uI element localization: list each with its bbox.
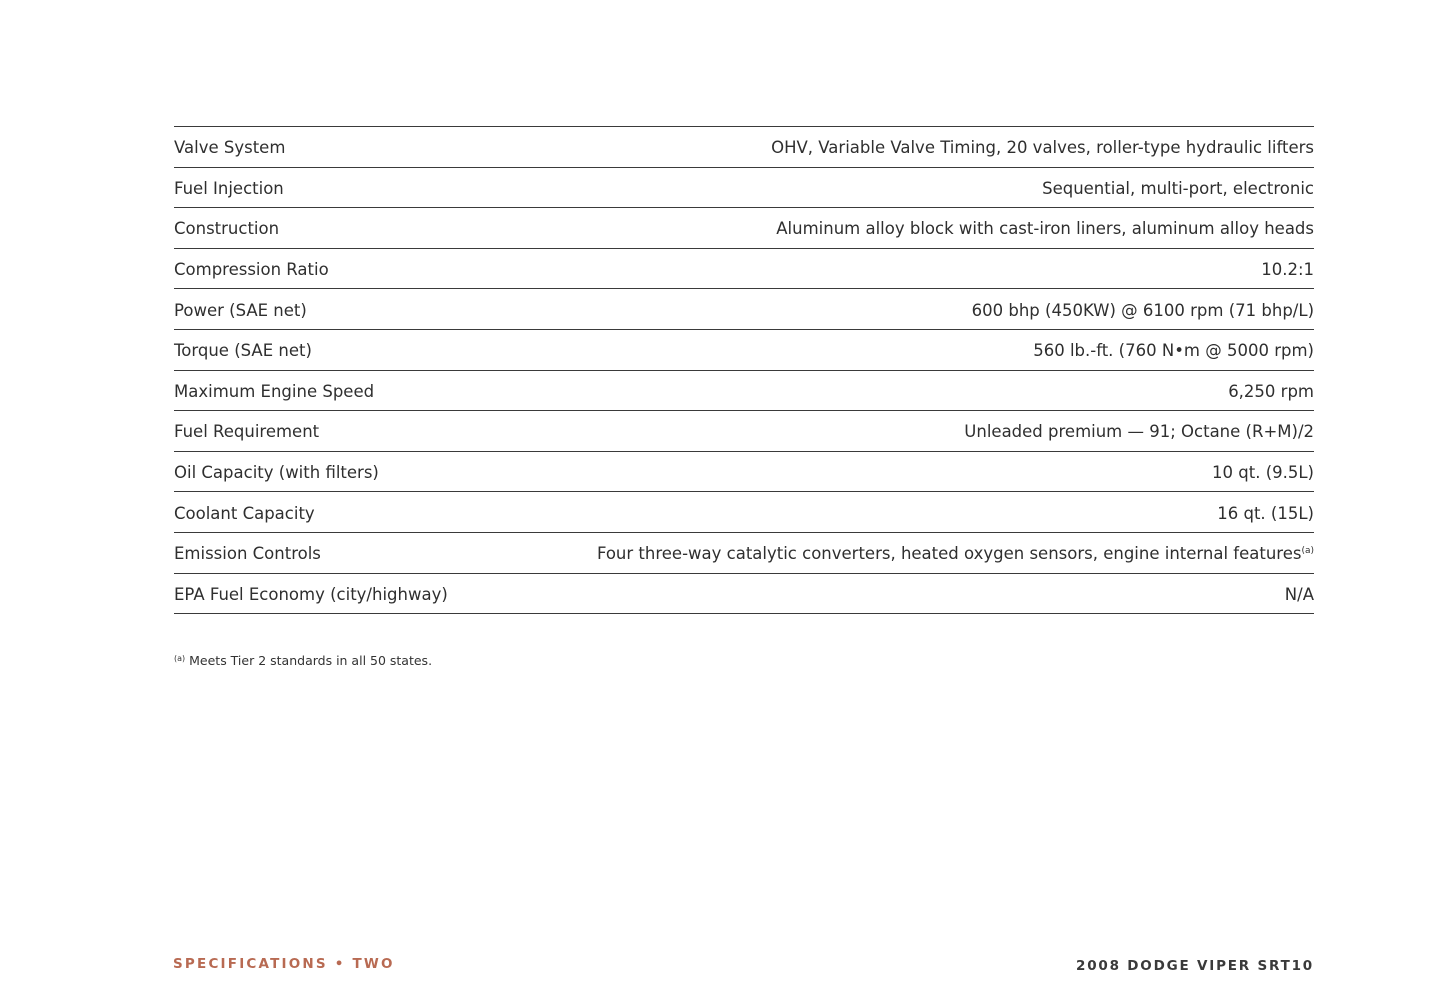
footnote-marker: (a) bbox=[1301, 546, 1314, 557]
spec-value: 600 bhp (450KW) @ 6100 rpm (71 bhp/L) bbox=[971, 300, 1314, 320]
spec-value: 10.2:1 bbox=[1261, 260, 1314, 280]
footer-section-name: SPECIFICATIONS bbox=[173, 956, 328, 972]
spec-value: Aluminum alloy block with cast-iron liners, aluminum alloy heads bbox=[776, 219, 1314, 239]
spec-label: Fuel Requirement bbox=[174, 422, 320, 442]
footnote-marker: (a) bbox=[174, 654, 186, 663]
footer-section bbox=[173, 956, 395, 972]
spec-table bbox=[174, 126, 1314, 614]
footer-title: 2008 DODGE VIPER SRT10 bbox=[1076, 958, 1314, 974]
spec-value: N/A bbox=[1284, 584, 1314, 604]
spec-row bbox=[174, 168, 1314, 209]
spec-label: Construction bbox=[174, 219, 280, 239]
spec-row bbox=[174, 249, 1314, 290]
footer-page-number: TWO bbox=[352, 956, 395, 972]
spec-label: Power (SAE net) bbox=[174, 300, 307, 320]
spec-value: Sequential, multi-port, electronic bbox=[1042, 178, 1314, 198]
spec-row bbox=[174, 371, 1314, 412]
spec-value: 6,250 rpm bbox=[1228, 381, 1314, 401]
spec-row bbox=[174, 492, 1314, 533]
footnote-text: Meets Tier 2 standards in all 50 states. bbox=[185, 653, 433, 668]
spec-row bbox=[174, 574, 1314, 615]
spec-row bbox=[174, 533, 1314, 574]
spec-label: Fuel Injection bbox=[174, 178, 284, 198]
spec-value: OHV, Variable Valve Timing, 20 valves, roller-type hydraulic lifters bbox=[771, 138, 1314, 158]
spec-value: 16 qt. (15L) bbox=[1217, 503, 1314, 523]
spec-value-text: Four three-way catalytic converters, heated oxygen sensors, engine internal features bbox=[596, 544, 1302, 564]
spec-row bbox=[174, 208, 1314, 249]
spec-value-with-note bbox=[597, 544, 1314, 563]
spec-row bbox=[174, 289, 1314, 330]
footnote bbox=[174, 653, 432, 668]
spec-label: EPA Fuel Economy (city/highway) bbox=[174, 584, 448, 604]
spec-label: Emission Controls bbox=[174, 544, 321, 564]
spec-row bbox=[174, 127, 1314, 168]
spec-row bbox=[174, 330, 1314, 371]
spec-label: Compression Ratio bbox=[174, 260, 329, 280]
spec-label: Oil Capacity (with filters) bbox=[174, 463, 379, 483]
footer-separator: • bbox=[334, 956, 346, 972]
spec-value: Unleaded premium — 91; Octane (R+M)/2 bbox=[964, 422, 1314, 442]
spec-row bbox=[174, 452, 1314, 493]
spec-label: Torque (SAE net) bbox=[174, 341, 312, 361]
spec-value: 10 qt. (9.5L) bbox=[1212, 463, 1314, 483]
spec-label: Valve System bbox=[174, 138, 286, 158]
spec-label: Coolant Capacity bbox=[174, 503, 315, 523]
spec-row bbox=[174, 411, 1314, 452]
spec-label: Maximum Engine Speed bbox=[174, 381, 375, 401]
spec-value: 560 lb.-ft. (760 N•m @ 5000 rpm) bbox=[1033, 341, 1314, 361]
